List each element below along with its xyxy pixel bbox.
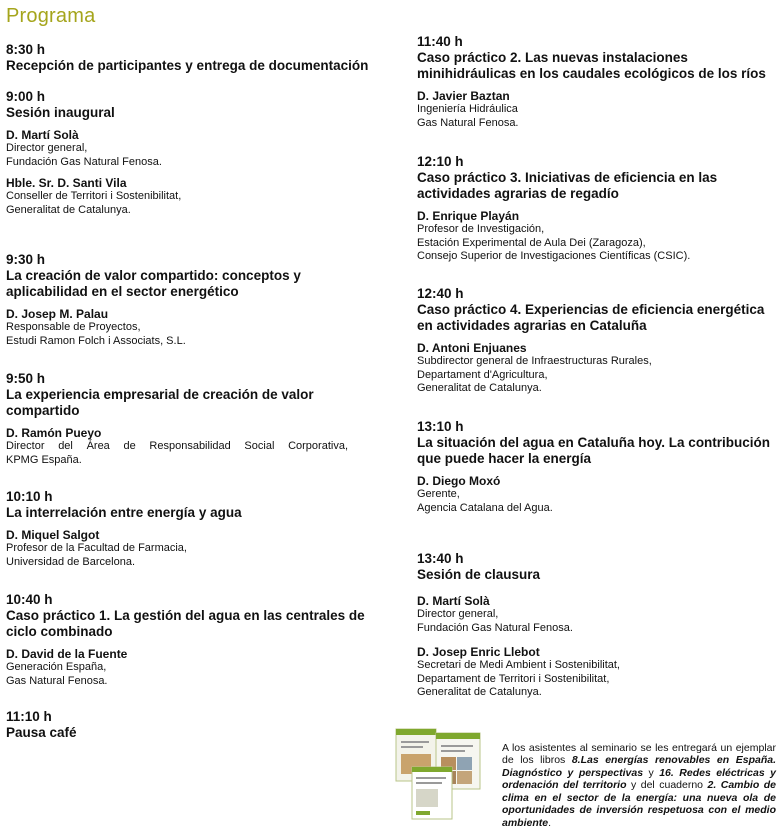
note-booklet-title: 2. Cambio de clima en el sector de la energía: una nueva ola de oportunidades de inversión respetuosa con el medio ambiente xyxy=(502,779,776,830)
session-1210 xyxy=(417,154,781,264)
speaker-name: D. Martí Solà xyxy=(6,128,79,142)
session-title: Caso práctico 2. Las nuevas instalaciones minihidráulicas en los caudales ecológicos de los ríos xyxy=(417,50,766,81)
session-0900 xyxy=(6,89,386,217)
session-title: Pausa café xyxy=(6,725,77,740)
speaker-name: D. Josep M. Palau xyxy=(6,307,109,321)
speaker-name: Hble. Sr. D. Santi Vila xyxy=(6,176,127,190)
speaker-role: Conseller de Territori i Sostenibilitat, Generalitat de Catalunya. xyxy=(6,190,182,216)
session-1340 xyxy=(417,551,781,700)
speaker xyxy=(6,647,386,688)
speaker-role: Gerente, Agencia Catalana del Agua. xyxy=(417,488,553,514)
speaker-name: D. Javier Baztan xyxy=(417,89,510,103)
session-title: Recepción de participantes y entrega de documentación xyxy=(6,58,369,73)
speaker xyxy=(417,645,781,700)
book-cover-3 xyxy=(412,767,452,819)
speaker xyxy=(417,89,781,130)
session-1110 xyxy=(6,709,386,741)
session-time: 9:50 h xyxy=(6,371,46,386)
speaker-role: Director del Área de Responsabilidad Social Corporativa, xyxy=(6,440,348,452)
books-note xyxy=(502,742,776,830)
speaker xyxy=(417,209,781,264)
speaker-role: Responsable de Proyectos, Estudi Ramon Folch i Associats, S.L. xyxy=(6,321,186,347)
speaker xyxy=(6,528,386,569)
session-1240 xyxy=(417,286,781,396)
speaker-name: D. David de la Fuente xyxy=(6,647,128,661)
session-title: Sesión de clausura xyxy=(417,567,541,582)
session-0830 xyxy=(6,42,386,74)
session-time: 9:30 h xyxy=(6,252,46,267)
session-time: 10:10 h xyxy=(6,489,53,504)
session-1040 xyxy=(6,592,386,688)
speaker-name: D. Josep Enric Llebot xyxy=(417,645,540,659)
session-time: 10:40 h xyxy=(6,592,53,607)
session-time: 11:40 h xyxy=(417,34,463,49)
note-text: . xyxy=(548,817,552,830)
session-time: 9:00 h xyxy=(6,89,46,104)
session-title: La creación de valor compartido: conceptos y aplicabilidad en el sector energético xyxy=(6,268,301,299)
session-title: La experiencia empresarial de creación de valor compartido xyxy=(6,387,314,418)
session-time: 13:40 h xyxy=(417,551,464,566)
session-title: Caso práctico 3. Iniciativas de eficiencia en las actividades agrarias de regadío xyxy=(417,170,718,201)
session-title: Sesión inaugural xyxy=(6,105,115,120)
speaker-role: Generación España, Gas Natural Fenosa. xyxy=(6,661,108,687)
note-text: y xyxy=(643,766,660,779)
speaker-name: D. Antoni Enjuanes xyxy=(417,341,527,355)
speaker xyxy=(417,341,781,396)
speaker xyxy=(417,594,781,635)
note-text: y del cuaderno xyxy=(626,779,708,792)
session-title: Caso práctico 1. La gestión del agua en las centrales de ciclo combinado xyxy=(6,608,365,639)
session-time: 12:10 h xyxy=(417,154,464,169)
session-time: 8:30 h xyxy=(6,42,46,57)
session-time: 12:40 h xyxy=(417,286,464,301)
speaker-role: Director general, Fundación Gas Natural Fenosa. xyxy=(417,608,573,634)
session-title: La situación del agua en Cataluña hoy. La contribución que puede hacer la energía xyxy=(417,435,771,466)
speaker xyxy=(6,176,386,217)
session-title: La interrelación entre energía y agua xyxy=(6,505,242,520)
session-1010 xyxy=(6,489,386,569)
speaker xyxy=(6,307,386,348)
speaker xyxy=(6,426,386,467)
speaker-role: KPMG España. xyxy=(6,453,82,466)
book-covers-image xyxy=(394,727,498,822)
speaker-name: D. Enrique Playán xyxy=(417,209,520,223)
page-title: Programa xyxy=(6,5,96,27)
session-0950 xyxy=(6,371,386,467)
speaker-role: Director general, Fundación Gas Natural Fenosa. xyxy=(6,142,162,168)
session-1310 xyxy=(417,419,781,515)
speaker-name: D. Miquel Salgot xyxy=(6,528,100,542)
speaker-name: D. Ramón Pueyo xyxy=(6,426,102,440)
speaker-name: D. Martí Solà xyxy=(417,594,490,608)
speaker-role: Profesor de la Facultad de Farmacia, Universidad de Barcelona. xyxy=(6,542,187,568)
speaker xyxy=(6,128,386,169)
speaker-role: Secretari de Medi Ambient i Sostenibilitat, Departament de Territori i Sostenibilitat, Generalitat de Catalunya. xyxy=(417,659,620,698)
note-book-title: 8.Las energías renovables en España. Diagnóstico y perspectivas xyxy=(502,754,776,779)
session-title: Caso práctico 4. Experiencias de eficiencia energética en actividades agrarias en Cataluña xyxy=(417,302,765,333)
speaker xyxy=(417,474,781,515)
session-time: 11:10 h xyxy=(6,709,52,724)
speaker-role: Profesor de Investigación, Estación Experimental de Aula Dei (Zaragoza), Consejo Superior de Investigaciones Científicas (CSIC). xyxy=(417,223,691,262)
speaker-name: D. Diego Moxó xyxy=(417,474,501,488)
session-time: 13:10 h xyxy=(417,419,464,434)
session-1140 xyxy=(417,34,781,130)
note-text: A los asistentes al seminario se les entregará un ejemplar de los libros xyxy=(502,741,776,767)
note-book-title: 16. Redes eléctricas y ordenación del territorio xyxy=(502,766,776,792)
session-0930 xyxy=(6,252,386,348)
speaker-role: Ingeniería Hidráulica Gas Natural Fenosa. xyxy=(417,103,519,129)
speaker-role: Subdirector general de Infraestructuras Rurales, Departament d'Agricultura, Generalitat de Catalunya. xyxy=(417,355,652,394)
